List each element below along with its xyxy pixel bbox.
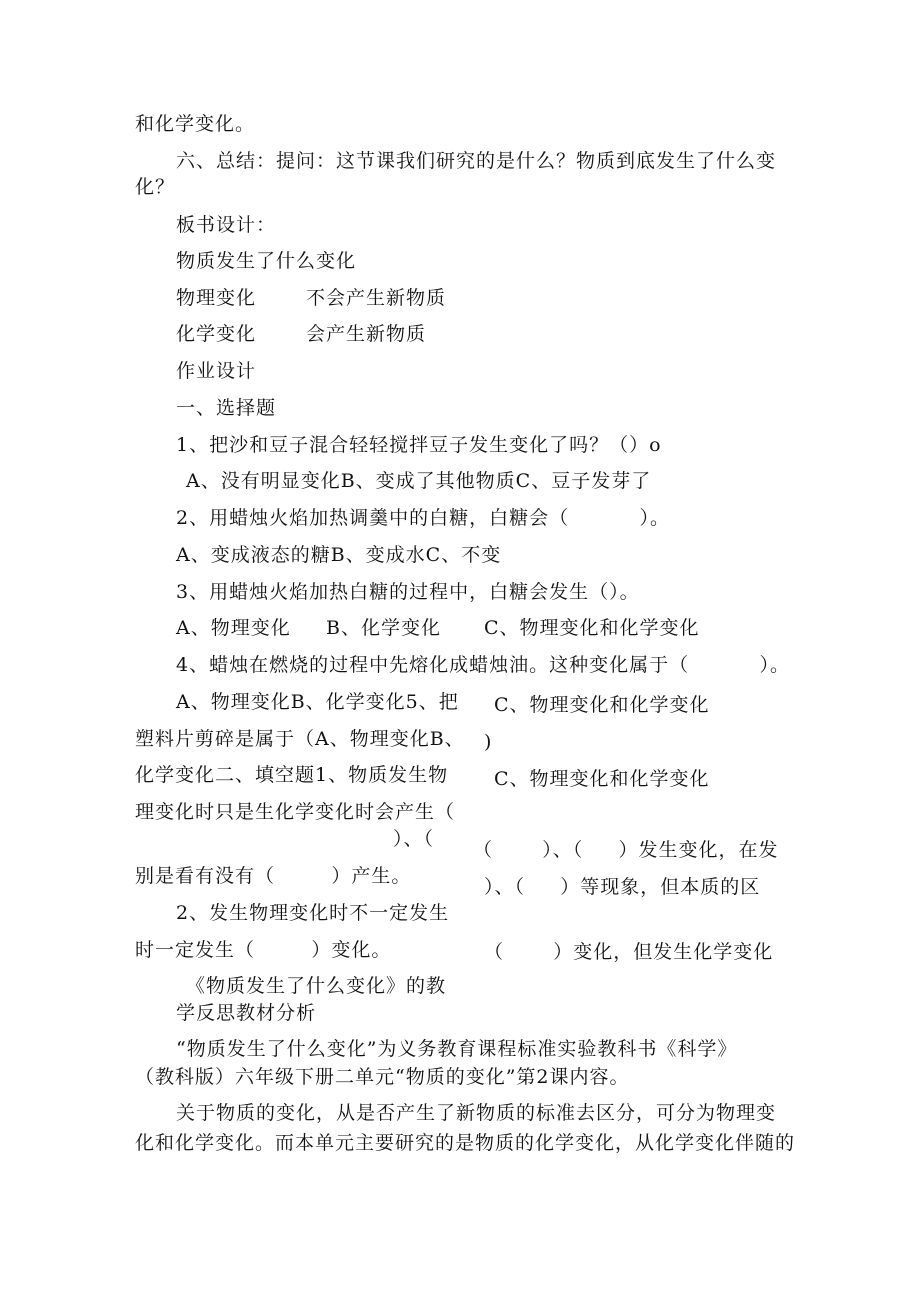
text-line: （教科版）六年级下册二单元“物质的变化”第2课内容。 [135,1066,630,1088]
text-line: ）、（ ）等现象，但本质的区 [484,876,761,898]
text-line: 4、蜡烛在燃烧的过程中先熔化成蜡烛油。这种变化属于（ ）。 [176,654,790,676]
text-line: （ ）、（ ）发生变化，在发 [473,839,779,861]
text-line: 化和化学变化。而本单元主要研究的是物质的化学变化，从化学变化伴随的 [135,1132,796,1154]
text-line: C、物理变化和化学变化 [484,617,700,639]
text-line: A、物理变化B、化学变化5、把 [176,691,459,713]
text-line: 板书设计： [176,214,277,236]
text-line: 六、总结：提问：这节课我们研究的是什么？物质到底发生了什么变 [176,150,777,172]
text-line: 2、发生物理变化时不一定发生 [176,902,450,924]
text-line: 《物质发生了什么变化》的教 [186,975,447,997]
text-line: 塑料片剪碎是属于（A、物理变化B、 [135,728,465,750]
text-line: 化学变化 [176,323,257,345]
text-line: 不会产生新物质 [306,287,447,309]
text-line: 和化学变化。 [135,113,256,135]
text-line: “物质发生了什么变化”为义务教育课程标准实验教科书《科学》 [176,1038,738,1060]
text-line: 化学变化二、填空题1、物质发生物 [135,764,449,786]
clipped-text-region [484,936,774,963]
text-line: 物理变化 [176,287,257,309]
text-line: 时一定发生（ ）变化。 [135,939,392,961]
text-line: 别是看有没有（ ）产生。 [135,865,412,887]
text-line: （ ）变化，但发生化学变化 [484,941,774,963]
text-line: 关于物质的变化，从是否产生了新物质的标准去区分，可分为物理变 [176,1102,777,1124]
text-line: C、物理变化和化学变化 [494,694,710,716]
text-line: 物质发生了什么变化 [176,250,357,272]
text-line: 会产生新物质 [306,323,427,345]
text-line: ）、（ [393,828,435,850]
text-line: 理变化时只是生化学变化时会产生（ [135,801,456,823]
text-line: 化？ [135,176,176,198]
text-line: A、变成液态的糖B、变成水C、不变 [176,544,502,566]
text-line: ) [484,731,493,753]
text-line: 2、用蜡烛火焰加热调羹中的白糖，白糖会（ ）。 [176,507,670,529]
text-line: C、物理变化和化学变化 [494,768,710,790]
text-line: 3、用蜡烛火焰加热白糖的过程中，白糖会发生（）。 [176,581,640,603]
text-line: 作业设计 [176,360,257,382]
text-line: B、化学变化 [326,617,441,639]
text-line: 一、选择题 [176,397,277,419]
text-line: 学反思教材分析 [176,1002,317,1024]
text-line: A、没有明显变化B、变成了其他物质C、豆子发芽了 [186,470,652,492]
text-line: 1、把沙和豆子混合轻轻搅拌豆子发生变化了吗？（）o [176,434,662,456]
text-line: A、物理变化 [176,617,291,639]
